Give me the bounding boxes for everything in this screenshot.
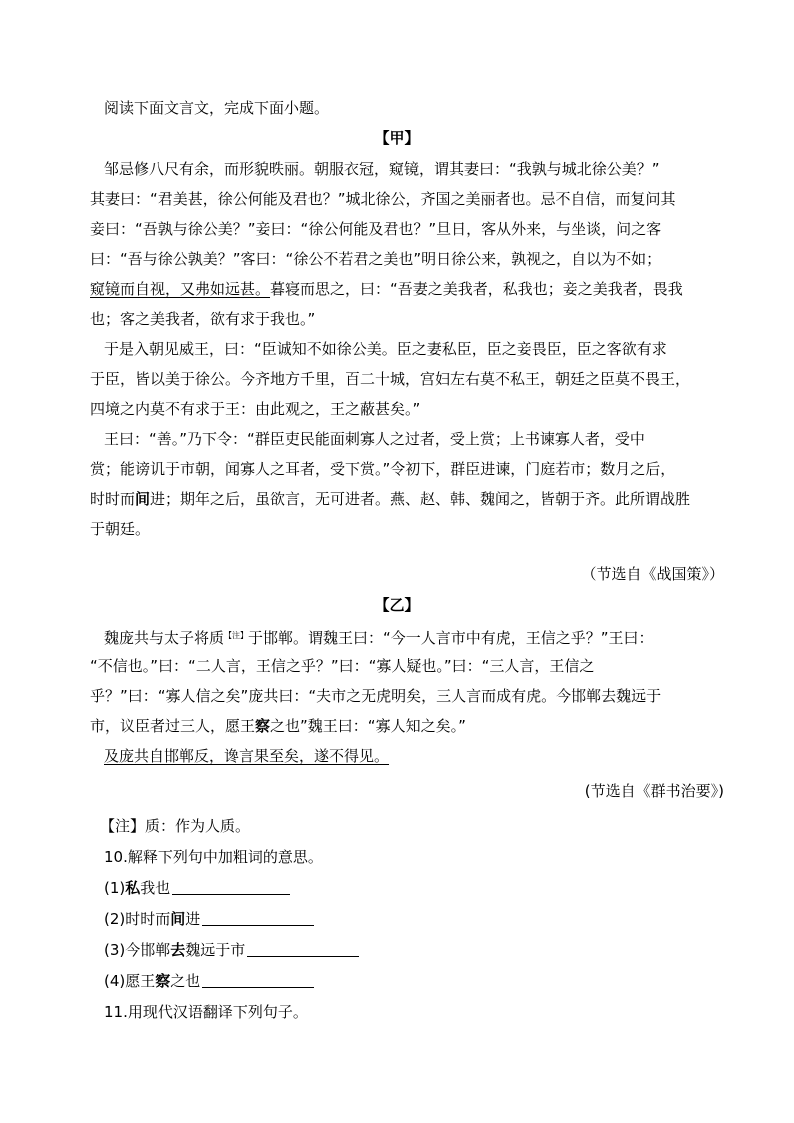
passage-line: 曰：“吾与徐公孰美？”客曰：“徐公不若君之美也”明日徐公来，孰视之，自以为不如； (90, 250, 662, 268)
passage-line: 于是入朝见威王，曰：“臣诚知不如徐公美。臣之妻私臣，臣之妾畏臣，臣之客欲有求 (104, 340, 667, 358)
passage-line: 市，议臣者过三人，愿王察之也”魏王曰：“寡人知之矣。” (90, 717, 466, 735)
section-heading-jia: 【甲】 (374, 129, 420, 147)
answer-blank[interactable] (247, 942, 359, 957)
passage-line (90, 744, 730, 774)
passage-line: 魏庞共与太子将质$^{【注】}$于邯郸。谓魏王曰：“今一人言市中有虎，王信之乎？”王曰： (104, 629, 654, 647)
question-10-item: (3)今邯郸去魏远于市 (104, 938, 724, 962)
question-10-item: (4)愿王察之也 (104, 969, 724, 993)
passage-line: 王曰：“善。”乃下令：“群臣吏民能面刺寡人之过者，受上赏；上书谏寡人者，受中 (104, 430, 645, 448)
section-heading-yi: 【乙】 (374, 596, 420, 614)
underlined-sentence: 窥镜而自视，又弗如远甚。 (90, 280, 271, 298)
underlined-sentence: 及庞共自邯郸反，谗言果至矣，遂不得见。 (104, 747, 390, 765)
passage-line: 四境之内莫不有求于王：由此观之，王之蔽甚矣。” (90, 400, 421, 418)
question-10-item: (1)私我也 (104, 876, 724, 900)
passage-line: “不信也。”曰：“二人言，王信之乎？”曰：“寡人疑也。”曰：“三人言，王信之 (90, 657, 595, 675)
question-10-item: (2)时时而间进 (104, 907, 724, 931)
source-jia: （节选自《战国策》） (581, 565, 724, 583)
passage-line: 于朝廷。 (90, 520, 151, 538)
answer-blank[interactable] (202, 911, 314, 926)
bold-word: 间 (135, 490, 151, 508)
bold-word: 私 (125, 879, 141, 897)
bold-word: 间 (170, 910, 186, 928)
answer-blank[interactable] (202, 973, 314, 988)
instruction: 阅读下面文言文，完成下面小题。 (104, 99, 330, 117)
footnote: 【注】质：作为人质。 (100, 817, 251, 835)
answer-blank[interactable] (172, 880, 290, 895)
bold-word: 去 (170, 941, 186, 959)
passage-line: 时时而间进；期年之后，虽欲言，无可进者。燕、赵、韩、魏闻之，皆朝于齐。此所谓战胜 (90, 490, 691, 508)
question-11-title: 11.用现代汉语翻译下列句子。 (104, 1003, 308, 1021)
passage-line: 赏；能谤讥于市朝，闻寡人之耳者，受下赏。”令初下，群臣进谏，门庭若市；数月之后， (90, 460, 676, 478)
passage-line: 也；客之美我者，欲有求于我也。” (90, 310, 316, 328)
footnote-marker: 【注】 (224, 631, 249, 640)
bold-word: 察 (255, 717, 271, 735)
passage-line: 于臣，皆以美于徐公。今齐地方千里，百二十城，宫妇左右莫不私王，朝廷之臣莫不畏王， (90, 370, 691, 388)
passage-line: 窥镜而自视，又弗如远甚。暮寝而思之，曰：“吾妻之美我者，私我也；妾之美我者，畏我 (90, 280, 683, 298)
passage-line: 邹忌修八尺有余，而形貌昳丽。朝服衣冠，窥镜，谓其妻曰：“我孰与城北徐公美？” (104, 160, 660, 178)
passage-line: 其妻曰：“君美甚，徐公何能及君也？”城北徐公，齐国之美丽者也。忌不自信，而复问其 (90, 190, 676, 208)
question-10-title: 10.解释下列句中加粗词的意思。 (104, 848, 323, 866)
passage-line: 妾曰：“吾孰与徐公美？”妾曰：“徐公何能及君也？”旦日，客从外来，与坐谈，问之客 (90, 220, 662, 238)
passage-line: 乎？”曰：“寡人信之矣”庞共曰：“夫市之无虎明矣，三人言而成有虎。今邯郸去魏远于 (90, 687, 662, 705)
passage-yi (90, 624, 730, 774)
bold-word: 察 (155, 972, 171, 990)
source-yi: (节选自《群书治要》) (584, 782, 724, 800)
passage-jia (90, 157, 730, 547)
